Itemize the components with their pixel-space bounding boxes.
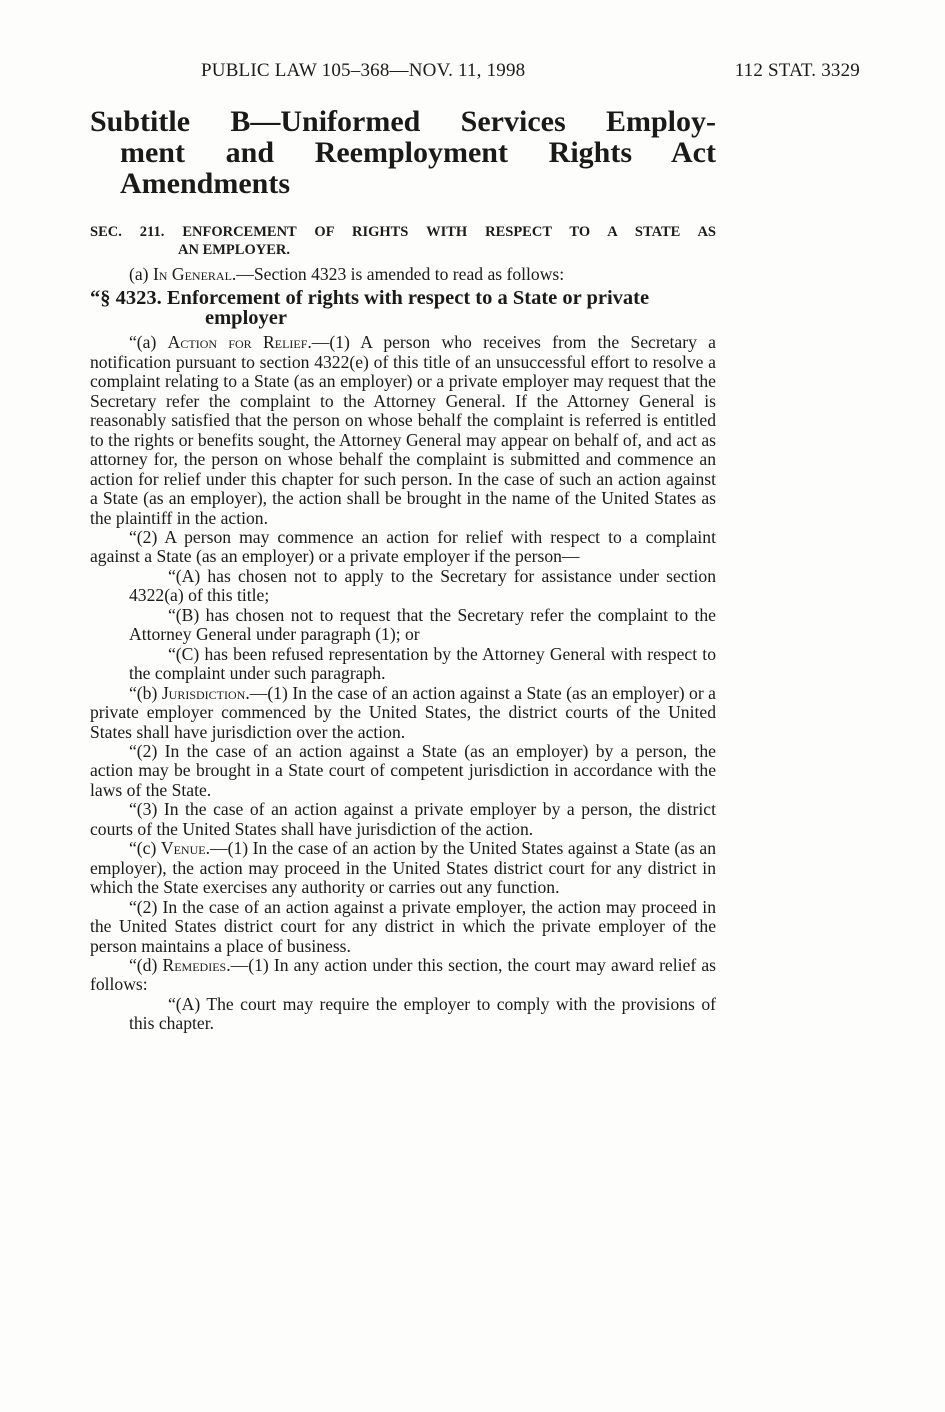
venue-heading: Venue xyxy=(160,838,206,859)
paragraph-a2-A: “(A) has chosen not to apply to the Secretary for assistance under section 4322(a) of this title; xyxy=(129,565,716,606)
paragraph-in-general: (a) In General.—Section 4323 is amended to read as follows: xyxy=(129,264,565,284)
section-heading-line-1: SEC. 211. ENFORCEMENT OF RIGHTS WITH RESPECT TO A STATE AS xyxy=(90,224,716,240)
paragraph-b2: “(2) In the case of an action against a State (as an employer) by a person, the action may be brought in a State court of competent jurisdiction in accordance with the laws of the State. xyxy=(90,740,716,800)
paragraph-a2-C: “(C) has been refused representation by the Attorney General with respect to the complaint under such paragraph. xyxy=(129,643,716,684)
paragraph-venue: “(c) Venue.—(1) In the case of an action by the United States against a State (as an employer), the action may proceed in the United States district court for any district in which the State exercises any authority or carries out any function. xyxy=(90,838,716,898)
subtitle-line-1: Subtitle B—Uniformed Services Employ- xyxy=(90,105,716,138)
subtitle-line-3: Amendments xyxy=(120,167,290,200)
paragraph-d1-A: “(A) The court may require the employer to comply with the provisions of this chapter. xyxy=(129,993,716,1034)
paragraph-jurisdiction: “(b) Jurisdiction.—(1) In the case of an action against a State (as an employer) or a private employer commenced by the United States, the district courts of the United States shall have jurisdiction over the action. xyxy=(90,682,716,742)
in-general-heading: In General xyxy=(152,264,232,284)
jurisdiction-heading: Jurisdiction xyxy=(161,682,246,703)
section-heading xyxy=(90,223,716,259)
action-for-relief-heading: Action for Relief xyxy=(167,332,308,353)
paragraph-remedies: “(d) Remedies.—(1) In any action under this section, the court may award relief as follows: xyxy=(90,954,716,995)
paragraph-a2: “(2) A person may commence an action for relief with respect to a complaint against a State (as an employer) or a private employer if the person— xyxy=(90,526,716,567)
section-heading-line-2: AN EMPLOYER. xyxy=(178,242,290,258)
paragraph-b3: “(3) In the case of an action against a private employer by a person, the district courts of the United States shall have jurisdiction of the action. xyxy=(90,799,716,839)
subtitle-heading xyxy=(90,106,716,199)
section-4323-title: “§ 4323. Enforcement of rights with respect to a State or private employer xyxy=(90,287,650,330)
paragraph-action-for-relief: “(a) Action for Relief.—(1) A person who receives from the Secretary a notification pursuant to section 4322(e) of this title of an unsuccessful effort to resolve a complaint relating to a State (as an employer) or a private employer may request that the Secretary refer the complaint to the Attorney General. If the Attorney General is reasonably satisfied that the person on whose behalf the complaint is referred is entitled to the rights or benefits sought, the Attorney General may appear on behalf of, and act as attorney for, the person on whose behalf the complaint is submitted and commence an action for relief under this chapter for such person. In the case of such an action against a State (as an employer), the action shall be brought in the name of the United States as the plaintiff in the action. xyxy=(90,332,716,528)
stat-page-number: 112 STAT. 3329 xyxy=(734,60,860,81)
public-law-citation: PUBLIC LAW 105–368—NOV. 11, 1998 xyxy=(201,60,526,81)
running-head xyxy=(90,60,860,86)
remedies-heading: Remedies xyxy=(162,954,227,975)
subtitle-line-2: ment and Reemployment Rights Act xyxy=(120,136,716,169)
paragraph-a2-B: “(B) has chosen not to request that the Secretary refer the complaint to the Attorney General under paragraph (1); or xyxy=(129,604,716,645)
paragraph-c2: “(2) In the case of an action against a private employer, the action may proceed in the United States district court for any district in which the private employer of the person maintains a place of business. xyxy=(90,896,716,956)
body-text xyxy=(90,265,716,1034)
